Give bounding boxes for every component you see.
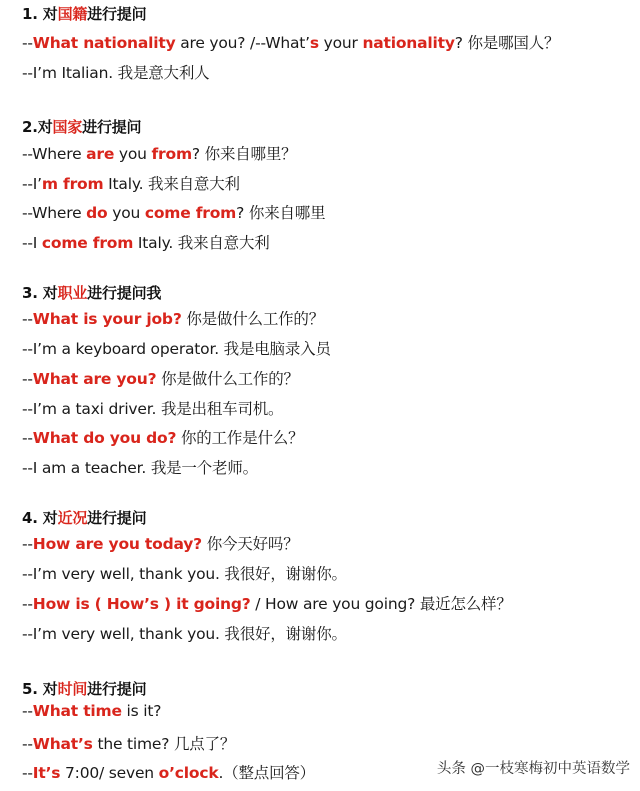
text-run: --I am a teacher. 我是一个老师。 bbox=[22, 459, 258, 477]
highlight-run: What do you do? bbox=[32, 429, 177, 447]
text-run: -- bbox=[22, 429, 33, 447]
text-run: ? 你来自哪里 bbox=[236, 204, 326, 222]
text-run: --I’m Italian. 我是意大利人 bbox=[22, 64, 210, 82]
text-run: --I bbox=[22, 234, 42, 252]
highlight-run: What nationality bbox=[32, 34, 176, 52]
text-run: -- bbox=[22, 370, 33, 388]
highlight-run: o’clock bbox=[158, 764, 219, 782]
dialogue-line bbox=[22, 307, 324, 329]
heading-text: 进行提问我 bbox=[87, 284, 162, 302]
text-run: 你的工作是什么？ bbox=[176, 429, 304, 447]
heading-keyword: 近况 bbox=[57, 509, 88, 527]
highlight-run: are bbox=[86, 145, 115, 163]
text-run: 你今天好吗？ bbox=[201, 535, 299, 553]
text-run: ? 你是哪国人？ bbox=[454, 34, 560, 52]
text-run: --I’m a taxi driver. 我是出租车司机。 bbox=[22, 400, 284, 418]
text-run: --I’m very well, thank you. 我很好，谢谢你。 bbox=[22, 565, 347, 583]
dialogue-line bbox=[22, 31, 559, 53]
heading-text: 进行提问 bbox=[82, 118, 142, 136]
dialogue-line bbox=[22, 337, 331, 359]
text-run: --Where bbox=[22, 204, 87, 222]
dialogue-line bbox=[22, 142, 296, 164]
heading-text: 进行提问 bbox=[87, 5, 147, 23]
watermark-caption: 头条 @一枝寒梅初中英语数学 bbox=[436, 761, 630, 777]
highlight-run: come from bbox=[144, 204, 237, 222]
dialogue-line bbox=[22, 702, 161, 720]
dialogue-line bbox=[22, 172, 240, 194]
section-5-heading bbox=[22, 678, 146, 699]
dialogue-line bbox=[22, 231, 270, 253]
heading-keyword: 时间 bbox=[57, 680, 88, 698]
heading-text: 1. 对 bbox=[22, 5, 58, 23]
highlight-run: What time bbox=[32, 702, 122, 720]
dialogue-line bbox=[22, 61, 209, 83]
text-run: 你是做什么工作的？ bbox=[181, 310, 325, 328]
text-run: ? 你来自哪里？ bbox=[191, 145, 297, 163]
text-run: Italy. 我来自意大利 bbox=[103, 175, 240, 193]
section-4-heading bbox=[22, 507, 146, 528]
text-run: you bbox=[107, 204, 145, 222]
heading-text: 2.对 bbox=[22, 118, 53, 136]
text-run: -- bbox=[22, 702, 33, 720]
heading-text: 4. 对 bbox=[22, 509, 58, 527]
heading-text: 5. 对 bbox=[22, 680, 58, 698]
heading-keyword: 国籍 bbox=[57, 5, 88, 23]
highlight-run: m from bbox=[41, 175, 104, 193]
dialogue-line bbox=[22, 426, 303, 448]
heading-keyword: 职业 bbox=[57, 284, 88, 302]
dialogue-line bbox=[22, 456, 258, 478]
dialogue-line bbox=[22, 201, 325, 223]
text-run: -- bbox=[22, 535, 33, 553]
highlight-run: nationality bbox=[362, 34, 455, 52]
highlight-run: It’s bbox=[32, 764, 61, 782]
text-run: --I’ bbox=[22, 175, 42, 193]
text-run: 你是做什么工作的？ bbox=[156, 370, 299, 388]
text-run: --I’m a keyboard operator. 我是电脑录入员 bbox=[22, 340, 331, 358]
highlight-run: from bbox=[151, 145, 192, 163]
text-run: 7:00/ seven bbox=[60, 764, 159, 782]
highlight-run: What are you? bbox=[32, 370, 157, 388]
heading-text: 进行提问 bbox=[87, 509, 147, 527]
highlight-run: How are you today? bbox=[32, 535, 202, 553]
dialogue-line bbox=[22, 562, 347, 584]
text-run: / How are you going? 最近怎么样？ bbox=[250, 595, 512, 613]
text-run: -- bbox=[22, 735, 33, 753]
highlight-run: come from bbox=[41, 234, 134, 252]
section-1-heading bbox=[22, 3, 146, 24]
dialogue-line bbox=[22, 397, 283, 419]
highlight-run: s bbox=[309, 34, 319, 52]
heading-text: 3. 对 bbox=[22, 284, 58, 302]
section-2-heading bbox=[22, 116, 141, 137]
text-run: the time? 几点了？ bbox=[92, 735, 236, 753]
text-run: --Where bbox=[22, 145, 87, 163]
text-run: --I’m very well, thank you. 我很好，谢谢你。 bbox=[22, 625, 347, 643]
section-3-heading bbox=[22, 282, 161, 303]
text-run: -- bbox=[22, 764, 33, 782]
highlight-run: What is your job? bbox=[32, 310, 182, 328]
text-run: your bbox=[318, 34, 363, 52]
text-run: -- bbox=[22, 595, 33, 613]
text-run: are you? /--What’ bbox=[175, 34, 310, 52]
heading-text: 进行提问 bbox=[87, 680, 147, 698]
highlight-run: How is ( How’s ) it going? bbox=[32, 595, 251, 613]
dialogue-line bbox=[22, 761, 315, 783]
highlight-run: What’s bbox=[32, 735, 93, 753]
dialogue-line bbox=[22, 622, 347, 644]
highlight-run: do bbox=[86, 204, 108, 222]
dialogue-line bbox=[22, 592, 512, 614]
dialogue-line bbox=[22, 732, 235, 754]
text-run: is it? bbox=[121, 702, 162, 720]
text-run: Italy. 我来自意大利 bbox=[133, 234, 270, 252]
dialogue-line bbox=[22, 367, 299, 389]
heading-keyword: 国家 bbox=[52, 118, 83, 136]
dialogue-line bbox=[22, 532, 299, 554]
text-run: you bbox=[114, 145, 152, 163]
text-run: -- bbox=[22, 310, 33, 328]
text-run: .（整点回答） bbox=[218, 764, 315, 782]
text-run: -- bbox=[22, 34, 33, 52]
